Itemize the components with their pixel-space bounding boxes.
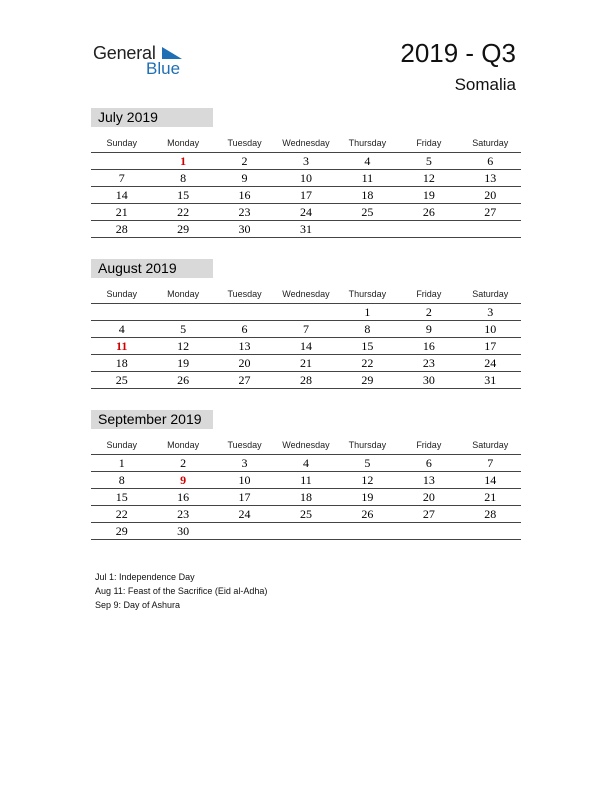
day-cell: 26: [422, 205, 435, 219]
day-cell: 1: [364, 305, 371, 319]
weekday-header-row: [91, 436, 521, 455]
day-cell: 26: [361, 507, 374, 521]
month-title: July 2019: [91, 108, 213, 127]
holiday-notes: [95, 570, 267, 612]
country-name: Somalia: [454, 75, 516, 94]
day-cell: 25: [299, 507, 312, 521]
holiday-note: Aug 11: Feast of the Sacrifice (Eid al-Adha): [95, 586, 268, 596]
day-cell: 30: [177, 524, 190, 538]
day-cell: 19: [422, 188, 435, 202]
day-cell: 21: [115, 205, 128, 219]
holiday-day-cell: 1: [180, 154, 187, 168]
day-cell: 17: [299, 188, 312, 202]
day-cell: 28: [115, 222, 128, 236]
day-cell: 18: [361, 188, 374, 202]
day-cell: 27: [484, 205, 497, 219]
logo-text-blue: Blue: [146, 59, 181, 78]
day-cell: 16: [238, 188, 251, 202]
day-cell: [398, 523, 459, 539]
weekday-label: Wednesday: [282, 440, 330, 450]
day-cell: 23: [177, 507, 190, 521]
day-cell: [214, 304, 275, 320]
weekday-label: Sunday: [106, 138, 137, 148]
week-row: [91, 204, 521, 221]
day-cell: 13: [238, 339, 251, 353]
day-cell: [91, 153, 152, 169]
day-cell: 12: [361, 473, 374, 487]
weekday-label: Sunday: [106, 440, 137, 450]
week-row: [91, 523, 521, 540]
week-row: [91, 372, 521, 389]
day-cell: 5: [364, 456, 371, 470]
weekday-label: Wednesday: [282, 138, 330, 148]
week-row: [91, 489, 521, 506]
day-cell: 19: [177, 356, 190, 370]
page-title: 2019 - Q3: [400, 38, 516, 68]
day-cell: [337, 523, 398, 539]
logo-triangle-icon: [162, 47, 182, 59]
weekday-label: Thursday: [348, 440, 387, 450]
day-cell: 5: [425, 154, 432, 168]
weekday-label: Monday: [167, 440, 200, 450]
day-cell: 4: [118, 322, 125, 336]
month-title: September 2019: [91, 410, 213, 429]
day-cell: [337, 221, 398, 237]
day-cell: 22: [177, 205, 190, 219]
day-cell: 2: [180, 456, 187, 470]
day-cell: [460, 221, 521, 237]
holiday-note: Sep 9: Day of Ashura: [95, 600, 181, 610]
day-cell: 25: [115, 373, 128, 387]
day-cell: 23: [238, 205, 251, 219]
day-cell: 27: [238, 373, 251, 387]
day-cell: 6: [487, 154, 494, 168]
day-cell: 3: [487, 305, 494, 319]
holiday-day-cell: 9: [180, 473, 187, 487]
day-cell: 14: [484, 473, 497, 487]
day-cell: [460, 523, 521, 539]
week-row: [91, 187, 521, 204]
day-cell: 14: [115, 188, 128, 202]
month-calendar: [91, 410, 521, 540]
day-cell: 31: [299, 222, 312, 236]
weekday-label: Wednesday: [282, 289, 330, 299]
day-cell: 28: [299, 373, 312, 387]
week-row: [91, 304, 521, 321]
weekday-label: Tuesday: [227, 440, 262, 450]
week-row: [91, 455, 521, 472]
day-cell: 7: [302, 322, 309, 336]
day-cell: 16: [177, 490, 190, 504]
day-cell: 12: [422, 171, 435, 185]
day-cell: 11: [361, 171, 374, 185]
day-cell: 21: [484, 490, 497, 504]
day-cell: [214, 523, 275, 539]
week-row: [91, 506, 521, 523]
day-cell: 10: [238, 473, 251, 487]
day-cell: 18: [115, 356, 128, 370]
day-cell: 16: [422, 339, 435, 353]
day-cell: 4: [364, 154, 371, 168]
day-cell: 24: [238, 507, 251, 521]
weekday-label: Saturday: [472, 289, 509, 299]
day-cell: 8: [180, 171, 187, 185]
day-cell: 10: [484, 322, 497, 336]
day-cell: 25: [361, 205, 374, 219]
weekday-label: Monday: [167, 138, 200, 148]
day-cell: 28: [484, 507, 497, 521]
weekday-label: Friday: [416, 440, 442, 450]
day-cell: 2: [241, 154, 248, 168]
day-cell: 1: [118, 456, 125, 470]
day-cell: 23: [422, 356, 435, 370]
day-cell: 11: [300, 473, 312, 487]
day-cell: [152, 304, 213, 320]
day-cell: 17: [238, 490, 251, 504]
day-cell: 17: [484, 339, 497, 353]
day-cell: 24: [299, 205, 312, 219]
day-cell: 8: [118, 473, 125, 487]
day-cell: 14: [299, 339, 312, 353]
day-cell: 12: [177, 339, 190, 353]
weekday-label: Sunday: [106, 289, 137, 299]
month-title: August 2019: [91, 259, 213, 278]
weekday-label: Friday: [416, 289, 442, 299]
day-cell: 5: [180, 322, 187, 336]
day-cell: 13: [484, 171, 497, 185]
day-cell: 10: [299, 171, 312, 185]
month-calendar: [91, 108, 521, 238]
day-cell: 3: [302, 154, 309, 168]
week-row: [91, 153, 521, 170]
weekday-label: Saturday: [472, 440, 509, 450]
day-cell: 6: [425, 456, 432, 470]
week-row: [91, 338, 521, 355]
holiday-note: Jul 1: Independence Day: [95, 572, 195, 582]
day-cell: 20: [484, 188, 497, 202]
day-cell: 22: [361, 356, 374, 370]
day-cell: 2: [425, 305, 432, 319]
week-row: [91, 221, 521, 238]
weekday-header-row: [91, 134, 521, 153]
weekday-label: Monday: [167, 289, 200, 299]
day-cell: 9: [425, 322, 432, 336]
day-cell: 15: [177, 188, 190, 202]
day-cell: 27: [422, 507, 435, 521]
day-cell: 19: [361, 490, 374, 504]
day-cell: [275, 304, 336, 320]
day-cell: 30: [238, 222, 251, 236]
day-cell: 20: [238, 356, 251, 370]
day-cell: [398, 221, 459, 237]
weekday-label: Friday: [416, 138, 442, 148]
weekday-header-row: [91, 285, 521, 304]
day-cell: 7: [118, 171, 125, 185]
day-cell: 4: [302, 456, 309, 470]
day-cell: 8: [364, 322, 371, 336]
day-cell: 21: [299, 356, 312, 370]
day-cell: 20: [422, 490, 435, 504]
weekday-label: Thursday: [348, 289, 387, 299]
day-cell: 6: [241, 322, 248, 336]
month-calendar: [91, 259, 521, 389]
weekday-label: Tuesday: [227, 289, 262, 299]
day-cell: [275, 523, 336, 539]
week-row: [91, 170, 521, 187]
day-cell: 29: [177, 222, 190, 236]
week-row: [91, 321, 521, 338]
day-cell: 15: [361, 339, 374, 353]
day-cell: 7: [487, 456, 494, 470]
day-cell: 13: [422, 473, 435, 487]
brand-logo: [93, 40, 193, 80]
week-row: [91, 472, 521, 489]
day-cell: 18: [299, 490, 312, 504]
day-cell: [91, 304, 152, 320]
day-cell: 29: [115, 524, 128, 538]
day-cell: 31: [484, 373, 497, 387]
day-cell: 15: [115, 490, 128, 504]
day-cell: 9: [241, 171, 248, 185]
weekday-label: Thursday: [348, 138, 387, 148]
day-cell: 29: [361, 373, 374, 387]
day-cell: 24: [484, 356, 497, 370]
day-cell: 3: [241, 456, 248, 470]
day-cell: 26: [177, 373, 190, 387]
weekday-label: Saturday: [472, 138, 509, 148]
week-row: [91, 355, 521, 372]
logo-text-general: General: [93, 43, 156, 63]
weekday-label: Tuesday: [227, 138, 262, 148]
day-cell: 30: [422, 373, 435, 387]
day-cell: 22: [115, 507, 128, 521]
holiday-day-cell: 11: [116, 339, 128, 353]
